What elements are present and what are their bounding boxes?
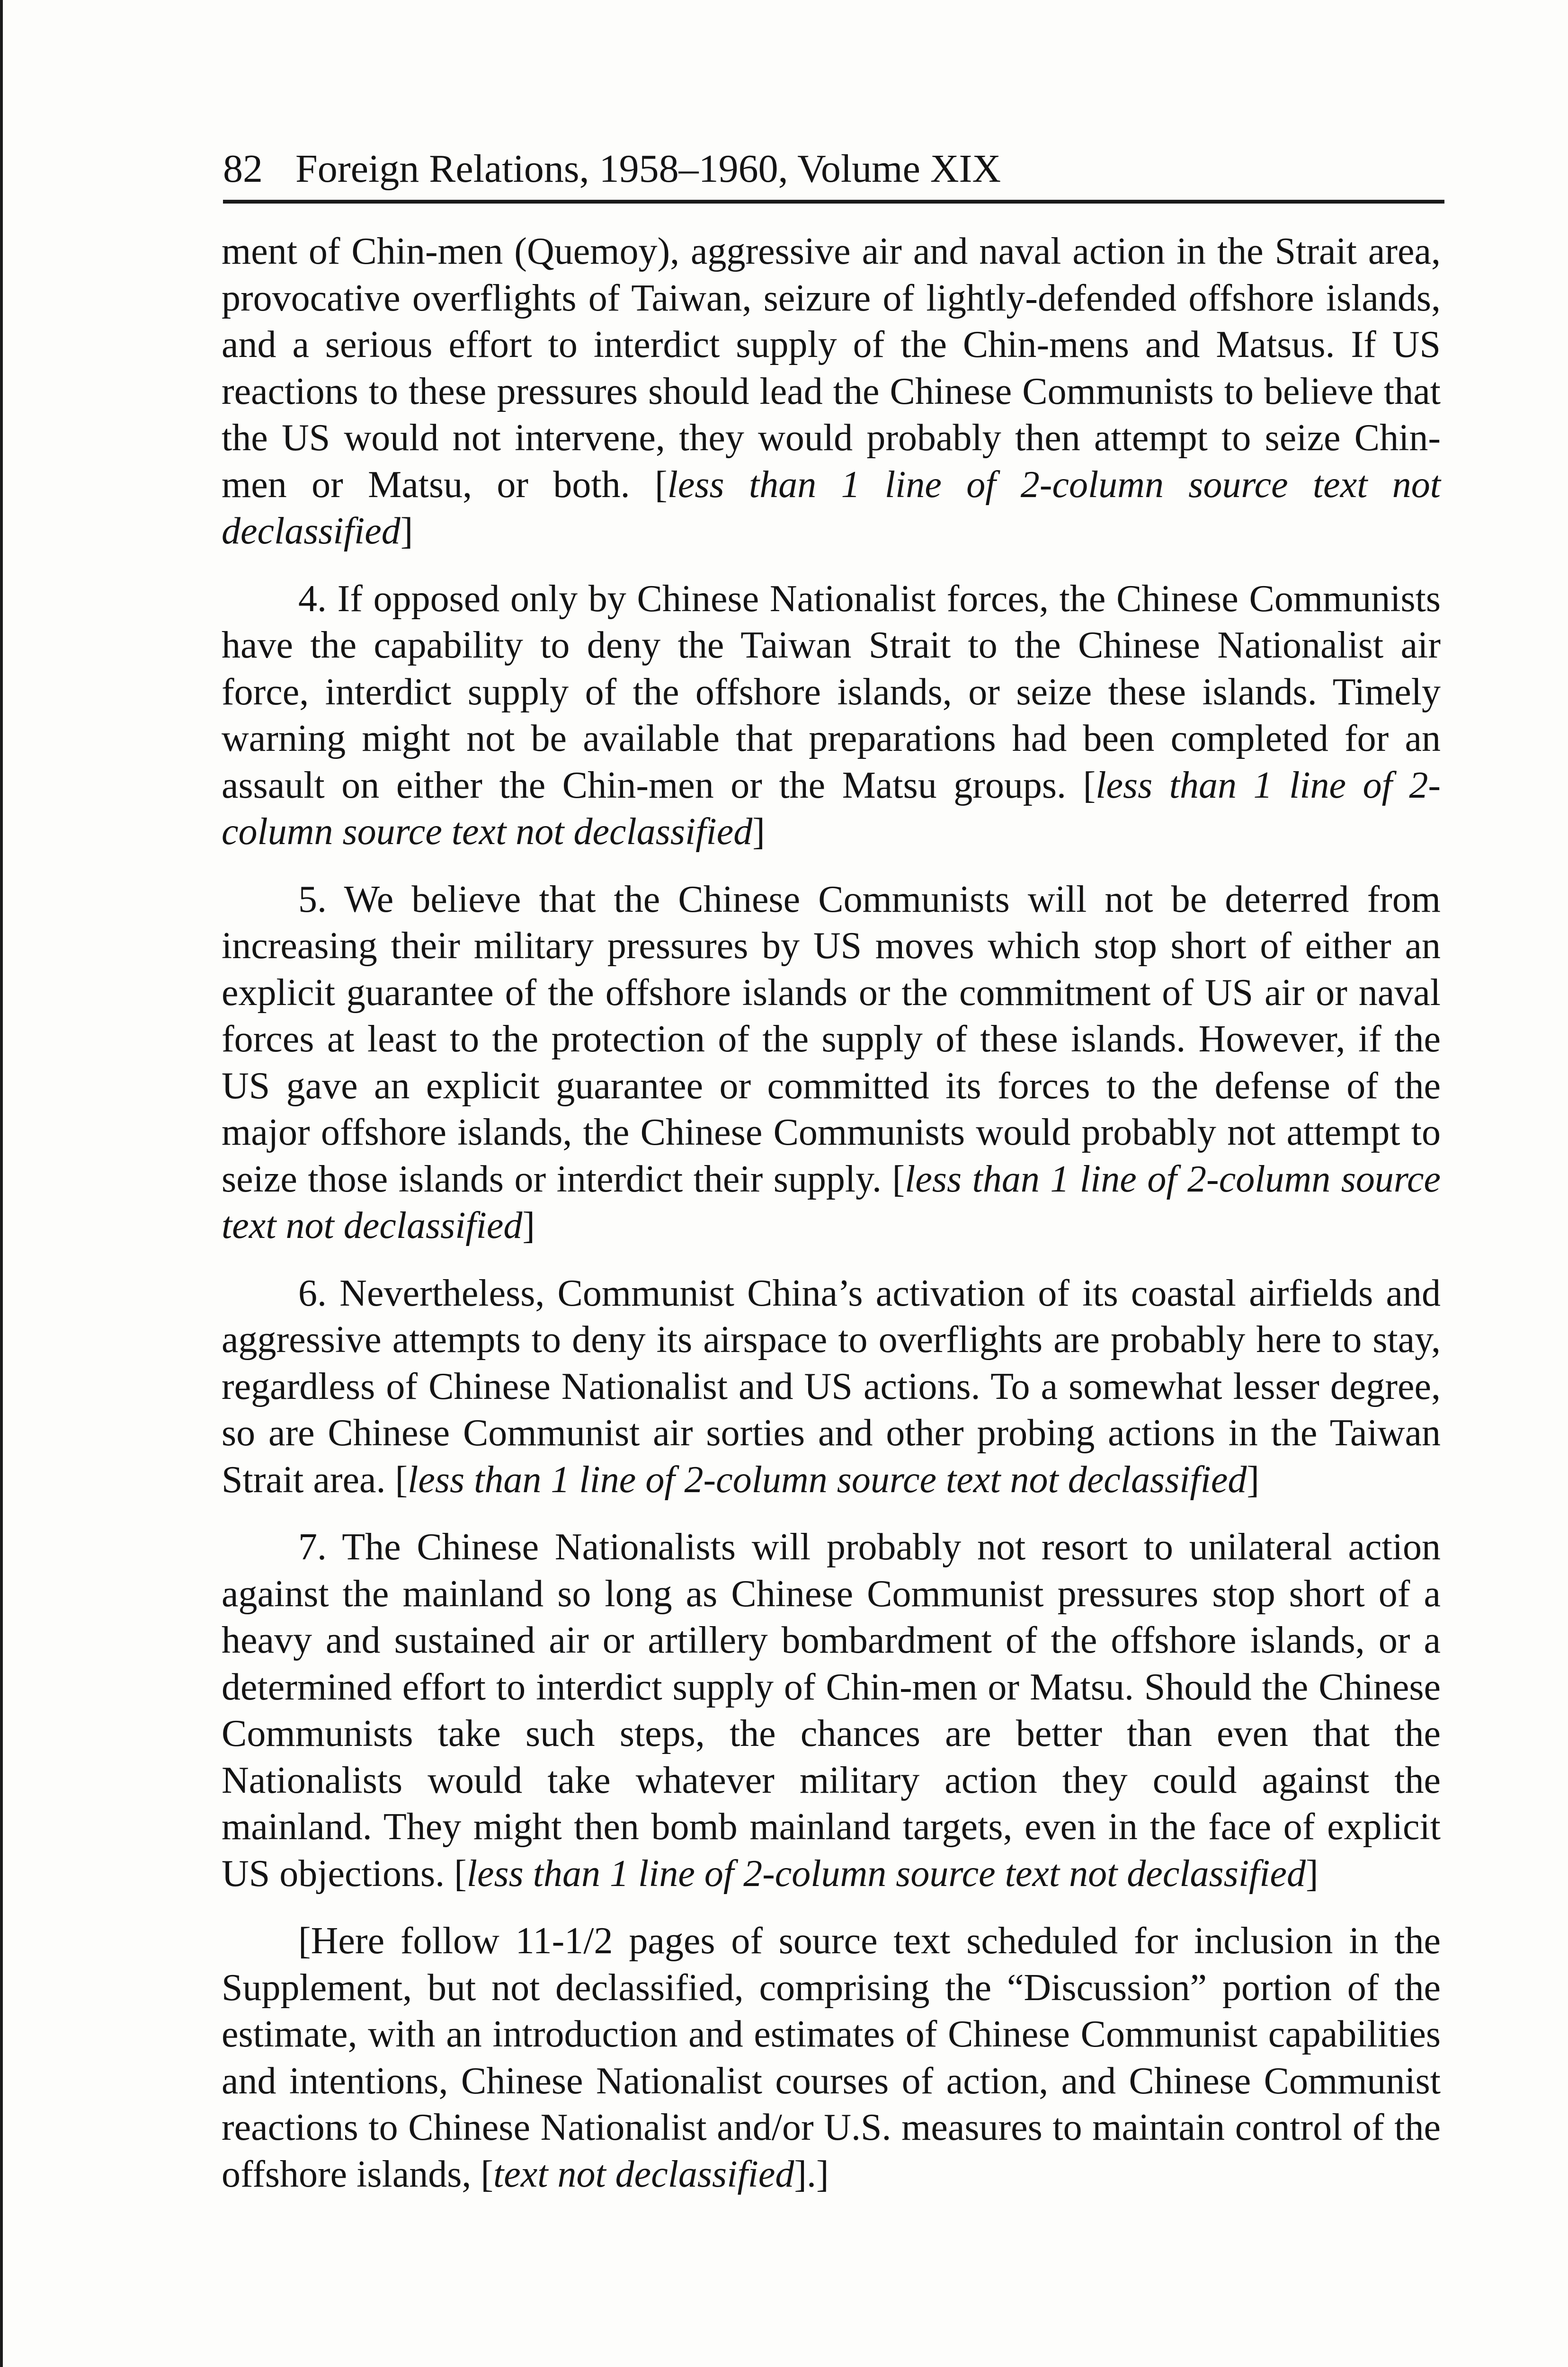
editorial-note: [Here follow 11-1/2 pages of source text scheduled for inclusion in the Supplement, but not declassified, comprising the “Discussion” portion of the estimate, with an introduction and estimates of Chinese Communist capabilities and intentions, Chinese Nationalist courses of action, and Chinese Communist reactions to Chinese Nationalist and/or U.S. measures to maintain control of the offshore islands, [text not declassified].] [222,1920,1441,2195]
paragraph-text: 4. If opposed only by Chinese Nationalist forces, the Chinese Communists have the capability to deny the Taiwan Strait to the Chinese Nationalist air force, interdict supply of the offshore islands, or seize these islands. Timely warning might not be available that preparations had been completed for an assault on either the Chin-men or the Matsu groups. [222,578,1441,806]
running-head: Foreign Relations, 1958–1960, Volume XIX [295,147,1001,191]
paragraph-5: 5. We believe that the Chinese Communists will not be deterred from increasing their military pressures by US moves which stop short of either an explicit guarantee of the offshore islands or the commitment of US air or naval forces at least to the protection of the supply of these islands. However, if the US gave an explicit guarantee or committed its forces to the defense of the major offshore islands, the Chinese Communists would probably not attempt to seize those islands or interdict their supply. [less than 1 line of 2-column source text not declassified] [222,878,1441,1246]
body-text [222,228,1441,2218]
declassification-note: less than 1 line of 2-column source text not declassified [466,1852,1306,1895]
declassification-note: less than 1 line of 2-column source text not declassified [408,1459,1247,1501]
editorial-note-end: .] [807,2153,829,2195]
page-number: 82 [223,147,263,191]
paragraph-text: 6. Nevertheless, Communist China’s activation of its coastal airfields and aggressive attempts to deny its airspace to overflights are probably here to stay, regardless of Chinese Nationalist and US actions. To a somewhat lesser degree, so are Chinese Communist air sorties and other probing actions in the Taiwan Strait area. [222,1272,1441,1501]
declassification-note: less than 1 line of 2-column source text not declassified [222,463,1441,552]
declassification-note: text not declassified [493,2153,794,2195]
paragraph-text: 7. The Chinese Nationalists will probably not resort to unilateral action against the mainland so long as Chinese Communist pressures stop short of a heavy and sustained air or artillery bombardment of the offshore islands, or a determined effort to interdict supply of Chin-men or Matsu. Should the Chinese Communists take such steps, the chances are better than even that the Nationalists would take whatever military action they could against the mainland. They might then bomb mainland targets, even in the face of explicit US objections. [222,1526,1441,1895]
editorial-note-text: [Here follow 11-1/2 pages of source text scheduled for inclusion in the Supplement, but not declassified, comprising the “Discussion” portion of the estimate, with an introduction and estimates of Chinese Communist capabilities and intentions, Chinese Nationalist courses of action, and Chinese Communist reactions to Chinese Nationalist and/or U.S. measures to maintain control of the offshore islands, [222,1920,1441,2195]
paragraph-text: ment of Chin-men (Quemoy), aggressive air and naval action in the Strait area, provocative overflights of Taiwan, seizure of lightly-defended offshore islands, and a serious effort to interdict supply of the Chin-mens and Matsus. If US reactions to these pressures should lead the Chinese Communists to believe that the US would not intervene, they would probably then attempt to seize Chin-men or Matsu, or both. [222,231,1441,506]
declassification-note: less than 1 line of 2-column source text not declassified [222,764,1441,853]
paragraph-text: 5. We believe that the Chinese Communists will not be deterred from increasing their military pressures by US moves which stop short of either an explicit guarantee of the offshore islands or the commitment of US air or naval forces at least to the protection of the supply of these islands. However, if the US gave an explicit guarantee or committed its forces to the defense of the major offshore islands, the Chinese Communists would probably not attempt to seize those islands or interdict their supply. [222,878,1441,1200]
paragraph-continuation: ment of Chin-men (Quemoy), aggressive air and naval action in the Strait area, provocative overflights of Taiwan, seizure of lightly-defended offshore islands, and a serious effort to interdict supply of the Chin-mens and Matsus. If US reactions to these pressures should lead the Chinese Communists to believe that the US would not intervene, they would probably then attempt to seize Chin-men or Matsu, or both. [less than 1 line of 2-column source text not declassified] [222,231,1441,552]
paragraph-7: 7. The Chinese Nationalists will probably not resort to unilateral action against the mainland so long as Chinese Communist pressures stop short of a heavy and sustained air or artillery bombardment of the offshore islands, or a determined effort to interdict supply of Chin-men or Matsu. Should the Chinese Communists take such steps, the chances are better than even that the Nationalists would take whatever military action they could against the mainland. They might then bomb mainland targets, even in the face of explicit US objections. [less than 1 line of 2-column source text not declassified] [222,1526,1441,1895]
paragraph-6: 6. Nevertheless, Communist China’s activation of its coastal airfields and aggressive attempts to deny its airspace to overflights are probably here to stay, regardless of Chinese Nationalist and US actions. To a somewhat lesser degree, so are Chinese Communist air sorties and other probing actions in the Taiwan Strait area. [less than 1 line of 2-column source text not declassified] [222,1272,1441,1501]
page-header [223,138,1444,204]
paragraph-4: 4. If opposed only by Chinese Nationalist forces, the Chinese Communists have the capability to deny the Taiwan Strait to the Chinese Nationalist air force, interdict supply of the offshore islands, or seize these islands. Timely warning might not be available that preparations had been completed for an assault on either the Chin-men or the Matsu groups. [less than 1 line of 2-column source text not declassified] [222,578,1441,853]
declassification-note: less than 1 line of 2-column source text not declassified [222,1158,1441,1246]
